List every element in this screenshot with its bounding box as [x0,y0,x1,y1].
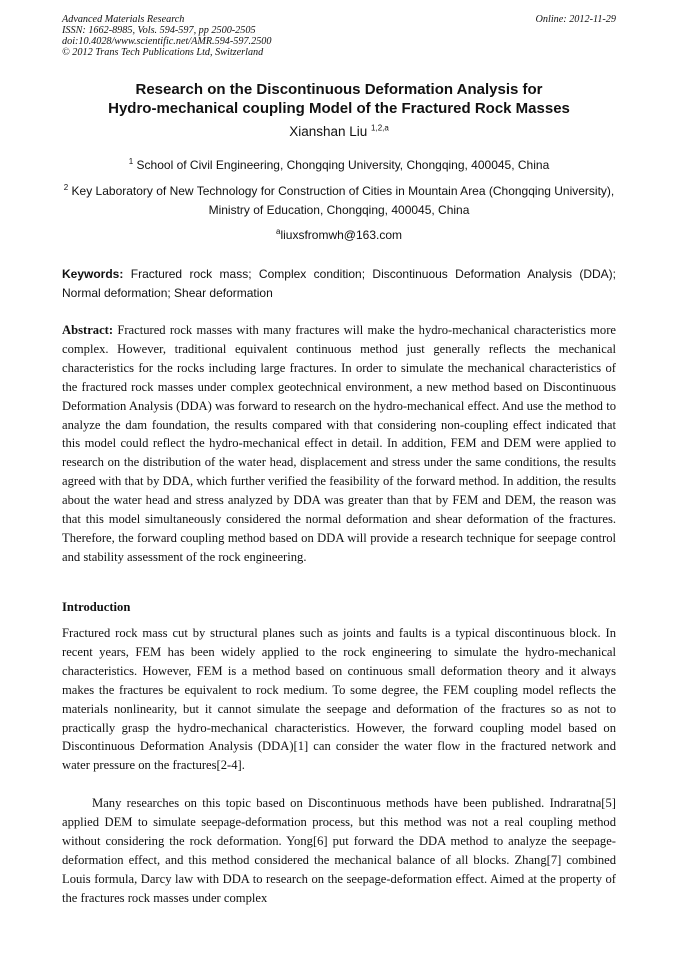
keywords [62,265,616,303]
author-email [62,226,616,245]
abstract [62,321,616,567]
author-affiliation-marks: 1,2,a [371,123,389,133]
journal-header [62,14,616,58]
email-address: liuxsfromwh@163.com [280,228,402,242]
journal-name: Advanced Materials Research [62,14,185,25]
abstract-label: Abstract: [62,323,114,337]
introduction-paragraph-1: Fractured rock mass cut by structural planes such as joints and faults is a typical discontinuous block. In recent years, FEM has been widely applied to the rock engineering to simulate the hydro-mechanical characteristics. However, FEM is a method based on continuous small deformation theory and it always makes the fractures be equivalent to rock medium. To some degree, the FEM coupling model reflects the materials nonlinearity, but it cannot simulate the seepage and deformation of the fractures so as not to practically grasp the hydro-mechanical characteristics. However, the forward coupling model based on Discontinuous Deformation Analysis (DDA)[1] can consider the water flow in the fractured network and water pressure on the fractures[2-4]. [62,626,616,773]
paper-title [62,80,616,118]
affiliation-2-mark: 2 [63,183,69,192]
affiliation-1-text: School of Civil Engineering, Chongqing University, Chongqing, 400045, China [136,158,550,172]
section-heading-introduction: Introduction [62,600,131,614]
keywords-label: Keywords: [62,267,124,281]
affiliation-2 [62,182,616,220]
author-name: Xianshan Liu [289,124,368,139]
copyright-line: © 2012 Trans Tech Publications Ltd, Switzerland [62,47,264,58]
issn-line: ISSN: 1662-8985, Vols. 594-597, pp 2500-2505 [62,25,256,36]
affiliation-1-mark: 1 [128,157,134,166]
doi-line: doi:10.4028/www.scientific.net/AMR.594-597.2500 [62,36,272,47]
abstract-text: Fractured rock masses with many fractures will make the hydro-mechanical characteristics more complex. However, traditional equivalent continuous method just generally reflects the mechanical characteristics for the rocks including large fractures. In order to simulate the mechanical characteristics of the fractured rock masses under complex geotechnical environment, a new method based on Discontinuous Deformation Analysis (DDA) was forward to research on the hydro-mechanical effect. And use the method to analyze the dam foundation, the results compared with that considering non-coupling effect indicated that this model could reflect the hydro-mechanical effect in detail. In addition, FEM and DEM were applied to research on the distribution of the water head, displacement and stress under the same conditions, the results agreed with that by DDA, which further verified the feasibility of the forward method. In addition, the results about the water head and stress analyzed by DDA was greater than that by FEM and DEM, the reason was that this model simultaneously considered the normal deformation and shear deformation of the fractures. Therefore, the forward coupling method based on DDA will provide a research technique for seepage control and stability assessment of the rock engineering. [62,323,616,564]
keywords-text: Fractured rock mass; Complex condition; Discontinuous Deformation Analysis (DDA); Normal deformation; Shear deformation [62,267,616,300]
introduction-paragraph-2: Many researches on this topic based on Discontinuous methods have been published. Indraratna[5] applied DEM to simulate seepage-deformation process, but this method was not a real coupling method without considering the rock deformation. Yong[6] put forward the DDA method to analyze the seepage-deformation effect, and this method considered the mechanical balance of all blocks. Zhang[7] combined Louis formula, Darcy law with DDA to research on the seepage-deformation effect. Aimed at the property of the fractures rock masses under complex [62,796,616,905]
title-line-1: Research on the Discontinuous Deformation Analysis for [135,81,543,98]
affiliation-1 [62,156,616,175]
title-line-2: Hydro-mechanical coupling Model of the Fractured Rock Masses [108,100,570,117]
affiliation-2-text: Key Laboratory of New Technology for Construction of Cities in Mountain Area (Chongqing University), Ministry of Education, Chongqing, 400045, China [71,184,615,217]
email-mark: a [275,227,281,236]
author-line [62,123,616,141]
online-date: Online: 2012-11-29 [535,14,616,25]
